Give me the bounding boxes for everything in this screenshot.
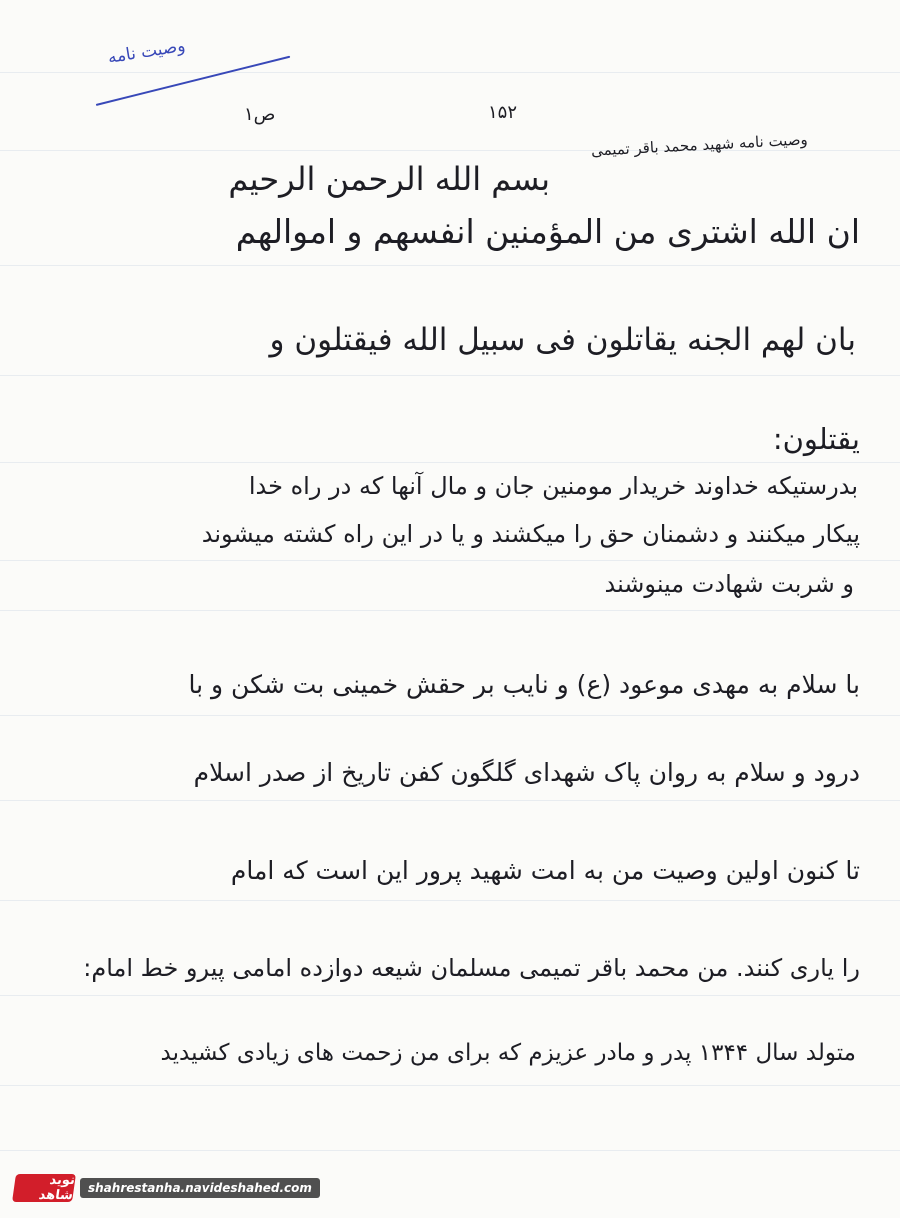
document-header-title: وصیت نامه شهید محمد باقر تمیمی <box>590 130 809 160</box>
bismillah-line: بسم الله الرحمن الرحیم <box>228 160 550 198</box>
ruled-line <box>0 265 900 266</box>
ruled-line <box>0 1085 900 1086</box>
ruled-line <box>0 610 900 611</box>
ruled-line <box>0 900 900 901</box>
ruled-line <box>0 375 900 376</box>
text-line-2: بان لهم الجنه یقاتلون فی سبیل الله فیقتلون و <box>269 322 856 358</box>
page-mark: ص۱ <box>244 104 276 125</box>
ruled-line <box>0 72 900 73</box>
ruled-line <box>0 995 900 996</box>
ruled-line <box>0 1150 900 1151</box>
ruled-line <box>0 715 900 716</box>
text-line-6: و شربت شهادت مینوشند <box>604 570 854 598</box>
text-line-3: یقتلون: <box>772 422 860 456</box>
site-watermark <box>14 1174 320 1202</box>
text-line-7: با سلام به مهدی موعود (ع) و نایب بر حقش خمینی بت شکن و با <box>188 670 860 699</box>
text-line-8: درود و سلام به روان پاک شهدای گلگون کفن تاریخ از صدر اسلام <box>193 758 860 787</box>
page-number: ۱۵۲ <box>488 102 518 123</box>
text-line-1: ان الله اشتری من المؤمنین انفسهم و اموالهم <box>235 212 860 251</box>
ruled-line <box>0 462 900 463</box>
ruled-line <box>0 560 900 561</box>
text-line-4: بدرستیکه خداوند خریدار مومنین جان و مال آنها که در راه خدا <box>248 472 858 500</box>
text-line-11: متولد سال ۱۳۴۴ پدر و مادر عزیزم که برای من زحمت های زیادی کشیدید <box>160 1040 856 1066</box>
text-line-9: تا کنون اولین وصیت من به امت شهید پرور این است که امام <box>230 856 860 885</box>
margin-note: وصیت نامه <box>106 35 187 68</box>
text-line-10: را یاری کنند. من محمد باقر تمیمی مسلمان شیعه دوازده امامی پیرو خط امام: <box>83 954 860 982</box>
text-line-5: پیکار میکنند و دشمنان حق را میکشند و یا در این راه کشته میشوند <box>201 520 860 548</box>
ruled-line <box>0 800 900 801</box>
site-logo-text: نوید شاهد <box>37 1173 77 1203</box>
site-logo <box>12 1174 76 1202</box>
site-url: shahrestanha.navideshahed.com <box>80 1178 320 1198</box>
